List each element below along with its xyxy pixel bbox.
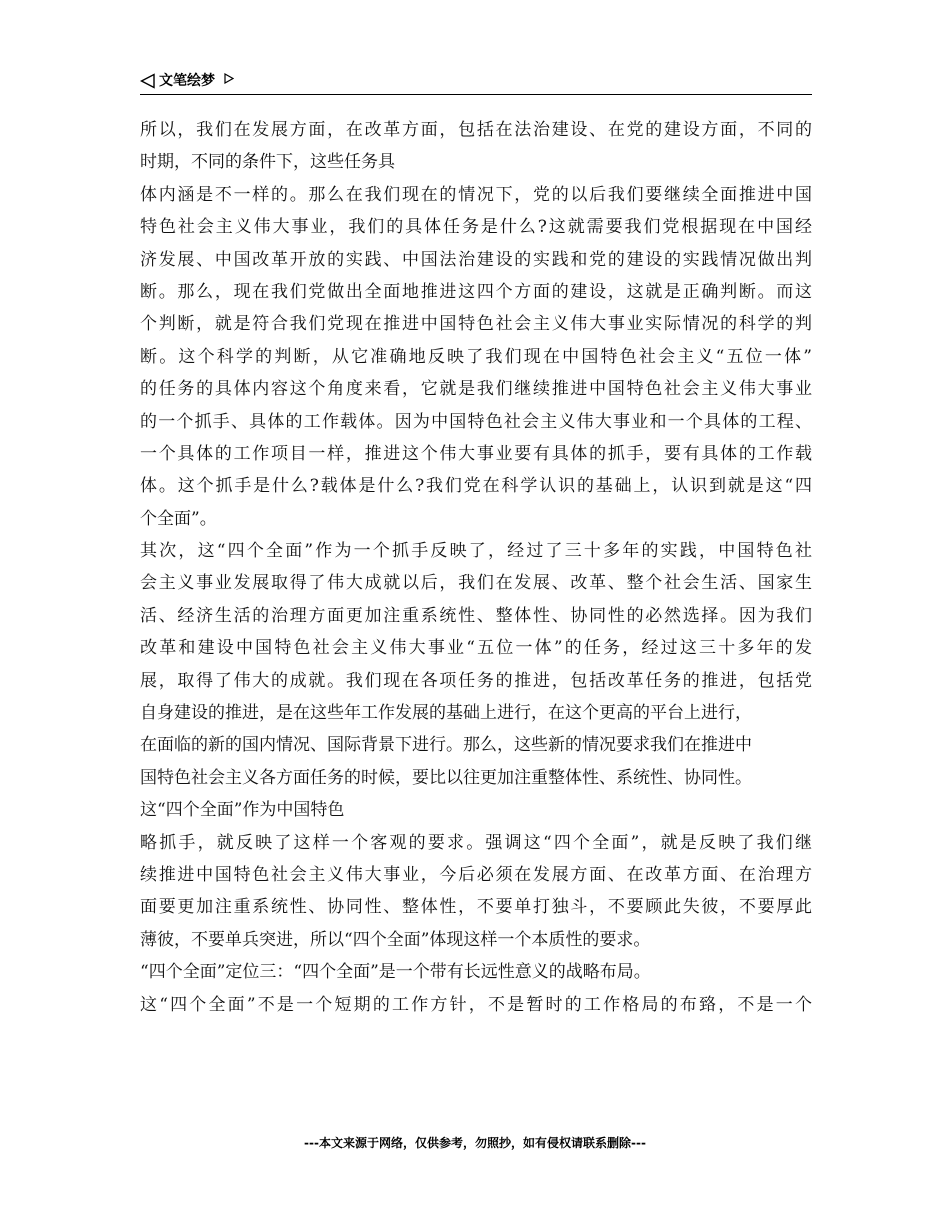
text-line: 体内涵是不一样的。那么在我们现在的情况下，党的以后我们要继续全面推进中国 (140, 184, 812, 205)
document-body (140, 114, 812, 1021)
text-line: 济发展、中国改革开放的实践、中国法治建设的实践和党的建设的实践情况做出判 (140, 249, 812, 270)
triangle-right-outline-icon (224, 73, 234, 84)
text-line: 一个具体的工作项目一样，推进这个伟大事业要有具体的抓手，要有具体的工作载 (140, 443, 812, 464)
triangle-left-outline-icon (140, 73, 156, 89)
text-line: 个全面”。 (140, 508, 217, 529)
text-line: 断。那么，现在我们党做出全面地推进这四个方面的建设，这就是正确判断。而这 (140, 281, 812, 302)
text-line: 薄彼，不要单兵突进，所以“四个全面”体现这样一个本质性的要求。 (140, 929, 651, 950)
text-line: 断。这个科学的判断，从它准确地反映了我们现在中国特色社会主义“五位一体” (140, 346, 812, 367)
text-line: 时期，不同的条件下，这些任务具 (140, 152, 395, 173)
text-line: 自身建设的推进，是在这些年工作发展的基础上进行，在这个更高的平台上进行， (140, 703, 752, 724)
header-title: 文笔绘梦 (159, 73, 215, 89)
text-line: 面要更加注重系统性、协同性、整体性，不要单打独斗，不要顾此失彼，不要厚此 (140, 897, 812, 918)
text-line: 这“四个全面”作为中国特色 (140, 800, 345, 821)
text-line: 略抓手，就反映了这样一个客观的要求。强调这“四个全面”，就是反映了我们继 (140, 832, 812, 853)
text-line: 这“四个全面”不是一个短期的工作方针，不是暂时的工作格局的布臵，不是一个 (140, 994, 812, 1015)
text-line: 特色社会主义伟大事业，我们的具体任务是什么?这就需要我们党根据现在中国经 (140, 217, 812, 238)
text-line: 体。这个抓手是什么?载体是什么?我们党在科学认识的基础上，认识到就是这“四 (140, 476, 812, 497)
text-line: 国特色社会主义各方面任务的时候，要比以往更加注重整体性、系统性、协同性。 (140, 767, 752, 788)
text-line: 的任务的具体内容这个角度来看，它就是我们继续推进中国特色社会主义伟大事业 (140, 379, 812, 400)
text-line: 改革和建设中国特色社会主义伟大事业“五位一体”的任务，经过这三十多年的发 (140, 638, 812, 659)
text-line: 会主义事业发展取得了伟大成就以后，我们在发展、改革、整个社会生活、国家生 (140, 573, 812, 594)
text-line: 活、经济生活的治理方面更加注重系统性、整体性、协同性的必然选择。因为我们 (140, 605, 812, 626)
text-line: 在面临的新的国内情况、国际背景下进行。那么，这些新的情况要求我们在推进中 (140, 735, 752, 756)
page-footer: ---本文来源于网络，仅供参考，勿照抄，如有侵权请联系删除--- (304, 1136, 646, 1150)
text-line: 展，取得了伟大的成就。我们现在各项任务的推进，包括改革任务的推进，包括党 (140, 670, 812, 691)
text-line: 所以，我们在发展方面，在改革方面，包括在法治建设、在党的建设方面，不同的 (140, 120, 812, 140)
text-line: 续推进中国特色社会主义伟大事业，今后必须在发展方面、在改革方面、在治理方 (140, 864, 812, 885)
text-line: “四个全面”定位三：“四个全面”是一个带有长远性意义的战略布局。 (140, 962, 651, 983)
page-header (140, 70, 812, 95)
text-line: 其次，这“四个全面”作为一个抓手反映了，经过了三十多年的实践，中国特色社 (140, 541, 812, 562)
text-line: 个判断，就是符合我们党现在推进中国特色社会主义伟大事业实际情况的科学的判 (140, 314, 812, 335)
text-line: 的一个抓手、具体的工作载体。因为中国特色社会主义伟大事业和一个具体的工程、 (140, 411, 812, 432)
